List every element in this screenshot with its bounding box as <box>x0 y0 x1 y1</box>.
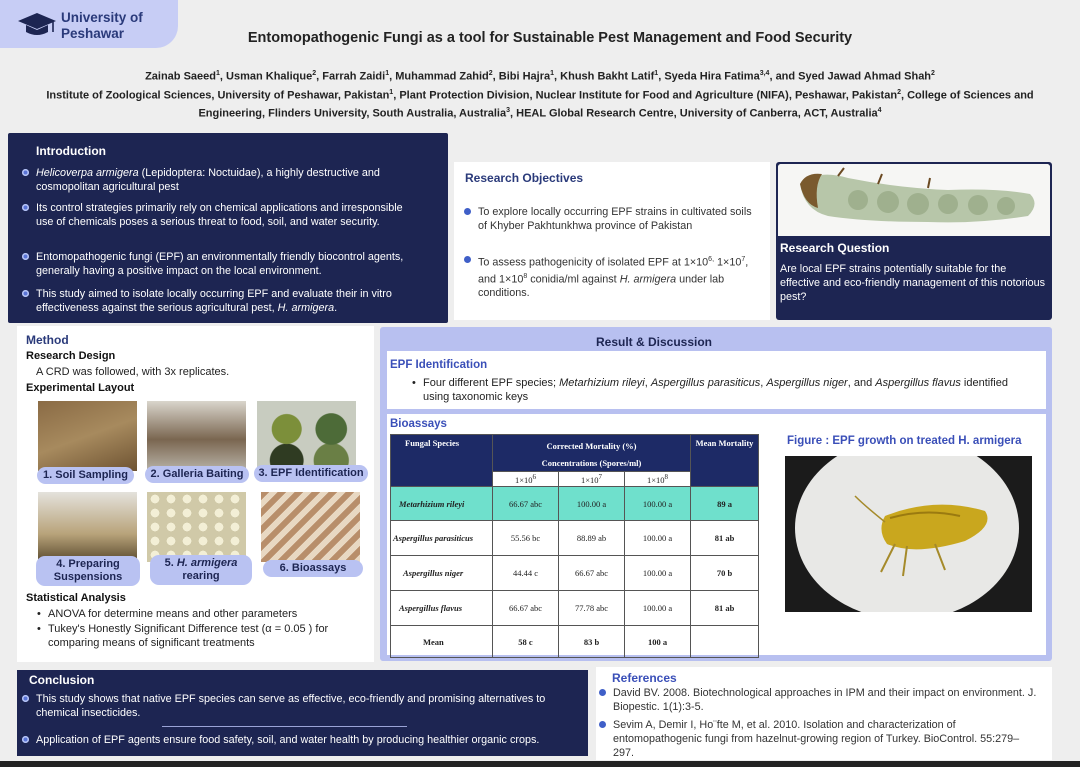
research-design-heading: Research Design <box>26 350 116 362</box>
introduction-panel <box>8 133 448 323</box>
epf-identification-photo <box>257 401 356 471</box>
results-heading: Result & Discussion <box>595 335 713 349</box>
col-fungal-species: Fungal Species <box>391 435 493 487</box>
conc-1e6: $1\times 10^6$ <box>493 471 559 486</box>
objective-1: To explore locally occurring EPF strains in cultivated soils of Khyber Pakhtunkhwa province of Pakistan <box>464 205 754 233</box>
statistical-analysis-heading: Statistical Analysis <box>26 592 126 604</box>
col-mean-mortality: Mean Mortality <box>691 435 759 487</box>
step-1-label: 1. Soil Sampling <box>37 467 134 484</box>
step-4-label: 4. Preparing Suspensions <box>36 556 140 586</box>
table-row: Aspergillus flavus 66.67 abc 77.78 abc 100.00 a 81 ab <box>391 591 759 626</box>
soil-sampling-photo <box>38 401 137 471</box>
objectives-heading: Research Objectives <box>465 171 584 185</box>
col-corrected-mortality: Corrected Mortality (%) <box>493 435 691 457</box>
conc-1e7: $1\times 10^7$ <box>559 471 625 486</box>
affiliations: Institute of Zoological Sciences, University of Peshawar, Pakistan$^1$, Plant Protection Division, Nuclear Institute for Food and Agriculture (NIFA), Peshawar, Pakistan$^2$, College of Sciences and Engineering, Flinders University, South Australia, Australia$^3$, HEAL Global Research Centre, University of Canberra, ACT, Australia$^4$ <box>46 88 1034 120</box>
intro-bullet-3: Entomopathogenic fungi (EPF) an environmentally friendly biocontrol agents, generally having a positive impact on the local environment. <box>22 250 422 278</box>
university-name: University of Peshawar <box>61 10 143 41</box>
reference-2: Sevim A, Demir I, Ho¨fte M, et al. 2010. Isolation and characterization of entomopathogenic fungi from hazelnut-growing region of Turkey. BioControl. 55:279–297. <box>599 718 1039 760</box>
intro-bullet-1: Helicoverpa armigera (Lepidoptera: Noctuidae), a highly destructive and cosmopolitan agricultural pest <box>22 166 422 194</box>
objective-2: To assess pathogenicity of isolated EPF at $1\times 10^{6,}$ $1\times 10^7$, and $1\times 10^8$ conidia/ml against H. armigera under lab conditions. <box>464 253 764 300</box>
bottom-bar <box>0 761 1080 767</box>
epf-identification-text: • Four different EPF species; Metarhizium rileyi, Aspergillus parasiticus, Aspergillus niger, and Aspergillus flavus identified using taxonomic keys <box>409 376 1029 404</box>
author-list: Zainab Saeed$^1$, Usman Khalique$^2$, Farrah Zaidi$^1$, Muhammad Zahid$^2$, Bibi Hajra$^1$, Khush Bakht Latif$^1$, Syeda Hira Fatima$^{3,4}$, and Syed Jawad Ahmad Shah$^2$ <box>145 70 935 83</box>
bioassays-heading: Bioassays <box>390 418 447 430</box>
conclusion-bullet-1: This study shows that native EPF species can serve as effective, eco-friendly and promising alternatives to chemical insecticides. <box>22 692 577 720</box>
table-mean-row: Mean 58 c 83 b 100 a <box>391 626 759 658</box>
references-panel <box>596 667 1052 760</box>
experimental-layout-heading: Experimental Layout <box>26 382 135 394</box>
rearing-photo <box>147 492 246 562</box>
larva-photo <box>778 164 1050 236</box>
moth-figure-photo <box>785 456 1032 612</box>
poster-title: Entomopathogenic Fungi as a tool for Sustainable Pest Management and Food Security <box>247 30 853 46</box>
research-question-heading: Research Question <box>780 241 890 255</box>
step-2-label: 2. Galleria Baiting <box>145 466 249 483</box>
intro-bullet-4: This study aimed to isolate locally occurring EPF and evaluate their in vitro effectiveness against the serious agricultural pest, H. armigera. <box>22 287 427 315</box>
stats-bullet-2: • Tukey's Honestly Significant Difference test (α = 0.05 ) for comparing means of significant treatments <box>34 622 354 650</box>
method-heading: Method <box>26 333 69 347</box>
conclusion-bullet-2: Application of EPF agents ensure food safety, soil, and water health by producing healthier organic crops. <box>22 733 582 747</box>
galleria-baiting-photo <box>147 401 246 471</box>
research-design-text: A CRD was followed, with 3x replicates. <box>36 366 230 378</box>
concentration-label: Concentrations (Spores/ml) <box>493 456 691 471</box>
epf-identification-heading: EPF Identification <box>390 359 488 371</box>
stats-bullet-1: • ANOVA for determine means and other parameters <box>34 607 364 621</box>
step-3-label: 3. EPF Identification <box>254 465 368 482</box>
research-objectives-panel <box>454 162 770 320</box>
step-5-label: 5. H. armigera rearing <box>150 555 252 585</box>
conc-1e8: $1\times 10^8$ <box>625 471 691 486</box>
introduction-heading: Introduction <box>36 144 106 158</box>
preparing-suspensions-photo <box>38 492 137 562</box>
intro-bullet-2: Its control strategies primarily rely on chemical applications and irresponsible use of chemicals poses a serious threat to food, soil, and water security. <box>22 201 412 229</box>
mortality-table <box>390 434 759 658</box>
table-row: Aspergillus parasiticus 55.56 bc 88.89 ab 100.00 a 81 ab <box>391 521 759 556</box>
bioassays-panel <box>387 414 1046 655</box>
step-6-label: 6. Bioassays <box>263 560 363 577</box>
research-question-text: Are local EPF strains potentially suitable for the effective and eco-friendly management of this notorious pest? <box>780 263 1046 303</box>
method-panel <box>17 326 374 662</box>
table-row: Metarhizium rileyi 66.67 abc 100.00 a 100.00 a 89 a <box>391 487 759 521</box>
graduation-cap-icon <box>17 11 57 37</box>
figure-caption: Figure : EPF growth on treated H. armigera <box>787 435 1022 447</box>
table-row: Aspergillus niger 44.44 c 66.67 abc 100.00 a 70 b <box>391 556 759 591</box>
bioassays-photo <box>261 492 360 562</box>
conclusion-divider <box>162 726 407 727</box>
reference-1: David BV. 2008. Biotechnological approaches in IPM and their impact on environment. J. Biopestic. 1(1):3-5. <box>599 686 1039 714</box>
authors-block <box>40 66 1040 122</box>
conclusion-heading: Conclusion <box>29 673 95 687</box>
conclusion-panel <box>17 670 588 756</box>
references-heading: References <box>612 671 677 685</box>
epf-identification-panel <box>387 351 1046 409</box>
